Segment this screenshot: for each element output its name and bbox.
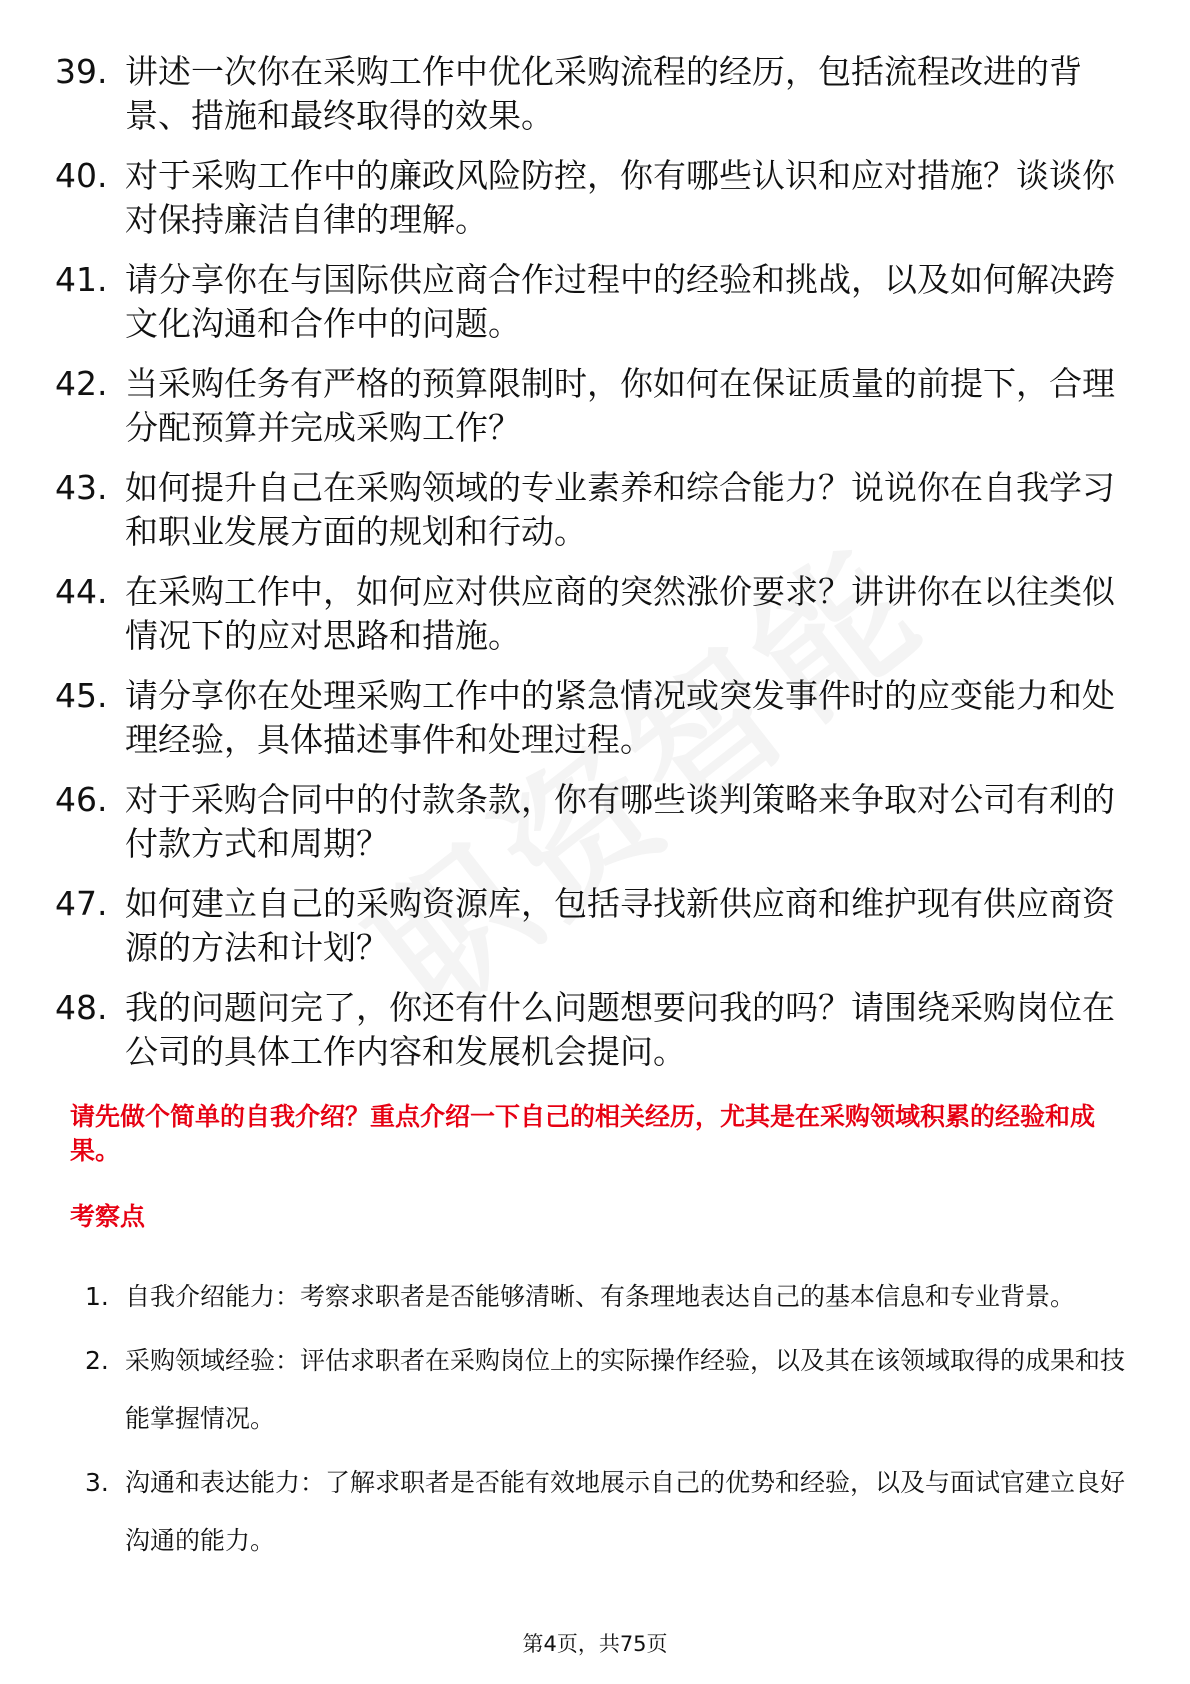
highlight-question: 请先做个简单的自我介绍？重点介绍一下自己的相关经历，尤其是在采购领域积累的经验和成果。 xyxy=(70,1102,1096,1165)
point-number: 2. xyxy=(85,1346,109,1375)
point-text: 自我介绍能力：考察求职者是否能够清晰、有条理地表达自己的基本信息和专业背景。 xyxy=(125,1282,1076,1311)
question-text: 对于采购合同中的付款条款，你有哪些谈判策略来争取对公司有利的付款方式和周期？ xyxy=(125,780,1115,863)
question-text: 在采购工作中，如何应对供应商的突然涨价要求？讲讲你在以往类似情况下的应对思路和措施。 xyxy=(125,572,1115,655)
assessment-points-list xyxy=(85,1268,1125,1576)
question-item xyxy=(55,778,1135,866)
question-text: 当采购任务有严格的预算限制时，你如何在保证质量的前提下，合理分配预算并完成采购工作？ xyxy=(125,364,1115,447)
question-number: 43. xyxy=(55,468,108,507)
question-item xyxy=(55,466,1135,554)
question-list xyxy=(55,50,1135,1090)
question-number: 41. xyxy=(55,260,108,299)
question-item xyxy=(55,986,1135,1074)
assessment-point xyxy=(85,1454,1125,1570)
question-number: 48. xyxy=(55,988,108,1027)
question-number: 42. xyxy=(55,364,108,403)
question-number: 44. xyxy=(55,572,108,611)
question-text: 我的问题问完了，你还有什么问题想要问我的吗？请围绕采购岗位在公司的具体工作内容和发展机会提问。 xyxy=(125,988,1115,1071)
question-text: 如何建立自己的采购资源库，包括寻找新供应商和维护现有供应商资源的方法和计划？ xyxy=(125,884,1115,967)
question-text: 请分享你在处理采购工作中的紧急情况或突发事件时的应变能力和处理经验，具体描述事件和处理过程。 xyxy=(125,676,1115,759)
question-number: 40. xyxy=(55,156,108,195)
question-number: 47. xyxy=(55,884,108,923)
assessment-point xyxy=(85,1332,1125,1448)
point-text: 采购领域经验：评估求职者在采购岗位上的实际操作经验，以及其在该领域取得的成果和技能掌握情况。 xyxy=(125,1346,1126,1433)
question-number: 39. xyxy=(55,52,108,91)
question-item xyxy=(55,362,1135,450)
question-item xyxy=(55,674,1135,762)
question-text: 讲述一次你在采购工作中优化采购流程的经历，包括流程改进的背景、措施和最终取得的效果。 xyxy=(125,52,1082,135)
question-item xyxy=(55,258,1135,346)
point-number: 1. xyxy=(85,1282,109,1311)
question-text: 对于采购工作中的廉政风险防控，你有哪些认识和应对措施？谈谈你对保持廉洁自律的理解。 xyxy=(125,156,1115,239)
question-item xyxy=(55,882,1135,970)
question-text: 请分享你在与国际供应商合作过程中的经验和挑战，以及如何解决跨文化沟通和合作中的问题。 xyxy=(125,260,1115,343)
page-footer: 第4页，共75页 xyxy=(522,1632,668,1656)
question-item xyxy=(55,50,1135,138)
question-number: 46. xyxy=(55,780,108,819)
question-number: 45. xyxy=(55,676,108,715)
section-heading: 考察点 xyxy=(70,1202,146,1231)
point-number: 3. xyxy=(85,1468,109,1497)
question-item xyxy=(55,154,1135,242)
question-text: 如何提升自己在采购领域的专业素养和综合能力？说说你在自我学习和职业发展方面的规划和行动。 xyxy=(125,468,1115,551)
question-item xyxy=(55,570,1135,658)
assessment-point xyxy=(85,1268,1125,1326)
point-text: 沟通和表达能力：了解求职者是否能有效地展示自己的优势和经验，以及与面试官建立良好沟通的能力。 xyxy=(125,1468,1126,1555)
